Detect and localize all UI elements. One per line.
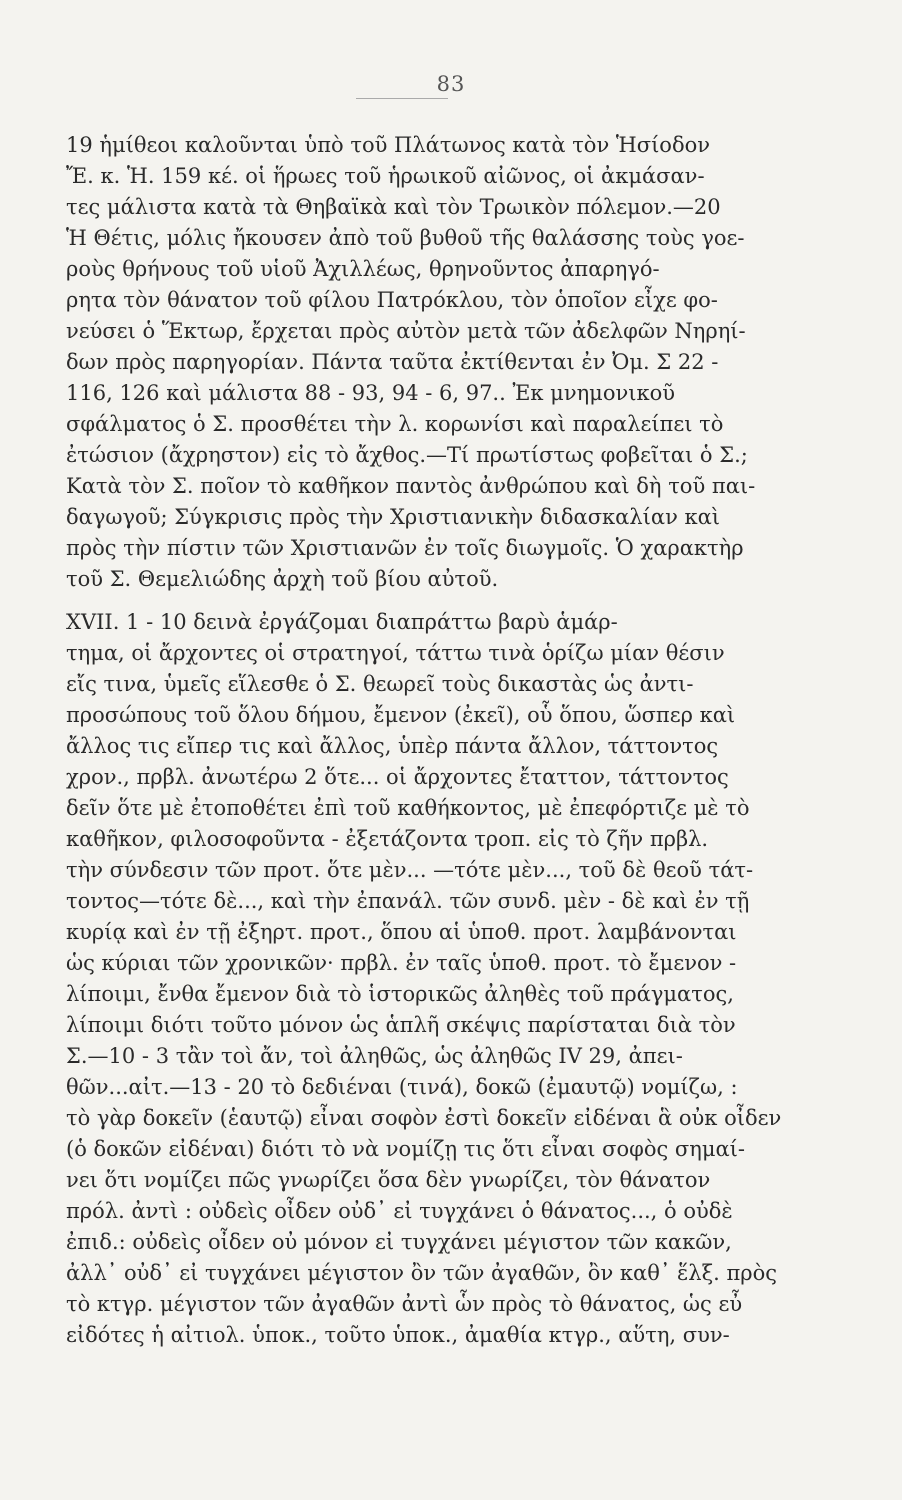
text-line: δων πρὸς παρηγορίαν. Πάντα ταῦτα ἐκτίθενται ἐν Ὀμ. Σ 22 - xyxy=(66,350,719,374)
text-line: τὸ κτγρ. μέγιστον τῶν ἀγαθῶν ἀντὶ ὧν πρὸς τὸ θάνατος, ὡς εὖ xyxy=(66,1292,743,1316)
text-line: 116, 126 καὶ μάλιστα 88 - 93, 94 - 6, 97.. Ἐκ μνημονικοῦ xyxy=(66,381,675,405)
text-line: ὡς κύριαι τῶν χρονικῶν· πρβλ. ἐν ταῖς ὑποθ. προτ. τὸ ἔμενον - xyxy=(66,951,737,975)
header-rule xyxy=(356,98,448,99)
text-line: δεῖν ὅτε μὲ ἐτοποθέτει ἐπὶ τοῦ καθήκοντος, μὲ ἐπεφόρτιζε μὲ τὸ xyxy=(66,796,750,820)
text-line: λίποιμι διότι τοῦτο μόνον ὡς ἁπλῆ σκέψις παρίσταται διὰ τὸν xyxy=(66,1013,736,1037)
text-line: ἐτώσιον (ἄχρηστον) εἰς τὸ ἄχθος.—Τί πρωτίστως φοβεῖται ὁ Σ.; xyxy=(66,443,748,467)
text-line: ἐπιδ.: οὐδεὶς οἶδεν οὐ μόνον εἰ τυγχάνει μέγιστον τῶν κακῶν, xyxy=(66,1230,732,1254)
text-line: ἄλλος τις εἴπερ τις καὶ ἄλλος, ὑπὲρ πάντα ἄλλον, τάττοντος xyxy=(66,734,719,758)
text-line: ροὺς θρήνους τοῦ υἱοῦ Ἀχιλλέως, θρηνοῦντος ἀπαρηγό- xyxy=(66,257,660,281)
text-line: τὸ γὰρ δοκεῖν (ἑαυτῷ) εἶναι σοφὸν ἐστὶ δοκεῖν εἰδέναι ἃ οὐκ οἶδεν xyxy=(66,1106,782,1130)
section-gap xyxy=(66,595,806,607)
text-line: (ὁ δοκῶν εἰδέναι) διότι τὸ νὰ νομίζῃ τις ὅτι εἶναι σοφὸς σημαί- xyxy=(66,1137,745,1161)
text-line: τοῦ Σ. Θεμελιώδης ἀρχὴ τοῦ βίου αὐτοῦ. xyxy=(66,567,499,591)
text-line: νεύσει ὁ Ἕκτωρ, ἔρχεται πρὸς αὐτὸν μετὰ τῶν ἀδελφῶν Νηρηί- xyxy=(66,319,746,343)
text-line: δαγωγοῦ; Σύγκρισις πρὸς τὴν Χριστιανικὴν διδασκαλίαν καὶ xyxy=(66,505,721,529)
text-line: ρητα τὸν θάνατον τοῦ φίλου Πατρόκλου, τὸν ὁποῖον εἶχε φο- xyxy=(66,288,718,312)
text-line: τὴν σύνδεσιν τῶν προτ. ὅτε μὲν... —τότε μὲν..., τοῦ δὲ θεοῦ τάτ- xyxy=(66,858,754,882)
text-line: πρὸς τὴν πίστιν τῶν Χριστιανῶν ἐν τοῖς διωγμοῖς. Ὁ χαρακτὴρ xyxy=(66,536,744,560)
text-line: νει ὅτι νομίζει πῶς γνωρίζει ὅσα δὲν γνωρίζει, τὸν θάνατον xyxy=(66,1168,711,1192)
text-line: λίποιμι, ἔνθα ἔμενον διὰ τὸ ἱστορικῶς ἀληθὲς τοῦ πράγματος, xyxy=(66,982,734,1006)
commentary-text xyxy=(66,130,806,1351)
text-line: πρόλ. ἀντὶ : οὐδεὶς οἶδεν οὐδ᾽ εἰ τυγχάνει ὁ θάνατος..., ὁ οὐδὲ xyxy=(66,1199,733,1223)
text-line: ἀλλ᾽ οὐδ᾽ εἰ τυγχάνει μέγιστον ὂν τῶν ἀγαθῶν, ὂν καθ᾽ ἕλξ. πρὸς xyxy=(66,1261,778,1285)
section-heading-line: XVII. 1 - 10 δεινὰ ἐργάζομαι διαπράττω βαρὺ ἁμάρ- xyxy=(66,610,618,634)
text-line: καθῆκον, φιλοσοφοῦντα - ἐξετάζοντα τροπ. εἰς τὸ ζῆν πρβλ. xyxy=(66,827,709,851)
text-line: Σ.—10 - 3 τἂν τοὶ ἄν, τοὶ ἀληθῶς, ὡς ἀληθῶς IV 29, ἀπει- xyxy=(66,1044,683,1068)
text-line: θῶν...αἰτ.—13 - 20 τὸ δεδιέναι (τινά), δοκῶ (ἐμαυτῷ) νομίζω, : xyxy=(66,1075,738,1099)
text-line: τες μάλιστα κατὰ τὰ Θηβαϊκὰ καὶ τὸν Τρωικὸν πόλεμον.—20 xyxy=(66,195,721,219)
text-line: κυρίᾳ καὶ ἐν τῇ ἐξηρτ. προτ., ὅπου αἱ ὑποθ. προτ. λαμβάνονται xyxy=(66,920,737,944)
text-line: εἴς τινα, ὑμεῖς εἵλεσθε ὁ Σ. θεωρεῖ τοὺς δικαστὰς ὡς ἀντι- xyxy=(66,672,694,696)
text-line: 19 ἡμίθεοι καλοῦνται ὑπὸ τοῦ Πλάτωνος κατὰ τὸν Ἡσίοδον xyxy=(66,133,710,157)
text-line: προσώπους τοῦ ὅλου δήμου, ἔμενον (ἐκεῖ), οὗ ὅπου, ὥσπερ καὶ xyxy=(66,703,736,727)
text-line: χρον., πρβλ. ἀνωτέρω 2 ὅτε... οἱ ἄρχοντες ἔταττον, τάττοντος xyxy=(66,765,729,789)
text-line: σφάλματος ὁ Σ. προσθέτει τὴν λ. κορωνίσι καὶ παραλείπει τὸ xyxy=(66,412,724,436)
text-line: εἰδότες ἡ αἰτιολ. ὑποκ., τοῦτο ὑποκ., ἀμαθία κτγρ., αὕτη, συν- xyxy=(66,1323,730,1347)
page-number: 83 xyxy=(436,72,466,96)
text-line: τημα, οἱ ἄρχοντες οἱ στρατηγοί, τάττω τινὰ ὁρίζω μίαν θέσιν xyxy=(66,641,725,665)
text-line: Ἔ. κ. Ἡ. 159 κέ. οἱ ἥρωες τοῦ ἡρωικοῦ αἰῶνος, οἱ ἀκμάσαν- xyxy=(66,164,705,188)
text-line: Ἡ Θέτις, μόλις ἤκουσεν ἀπὸ τοῦ βυθοῦ τῆς θαλάσσης τοὺς γοε- xyxy=(66,226,745,250)
text-line: Κατὰ τὸν Σ. ποῖον τὸ καθῆκον παντὸς ἀνθρώπου καὶ δὴ τοῦ παι- xyxy=(66,474,756,498)
text-line: τοντος—τότε δὲ..., καὶ τὴν ἐπανάλ. τῶν συνδ. μὲν - δὲ καὶ ἐν τῇ xyxy=(66,889,750,913)
